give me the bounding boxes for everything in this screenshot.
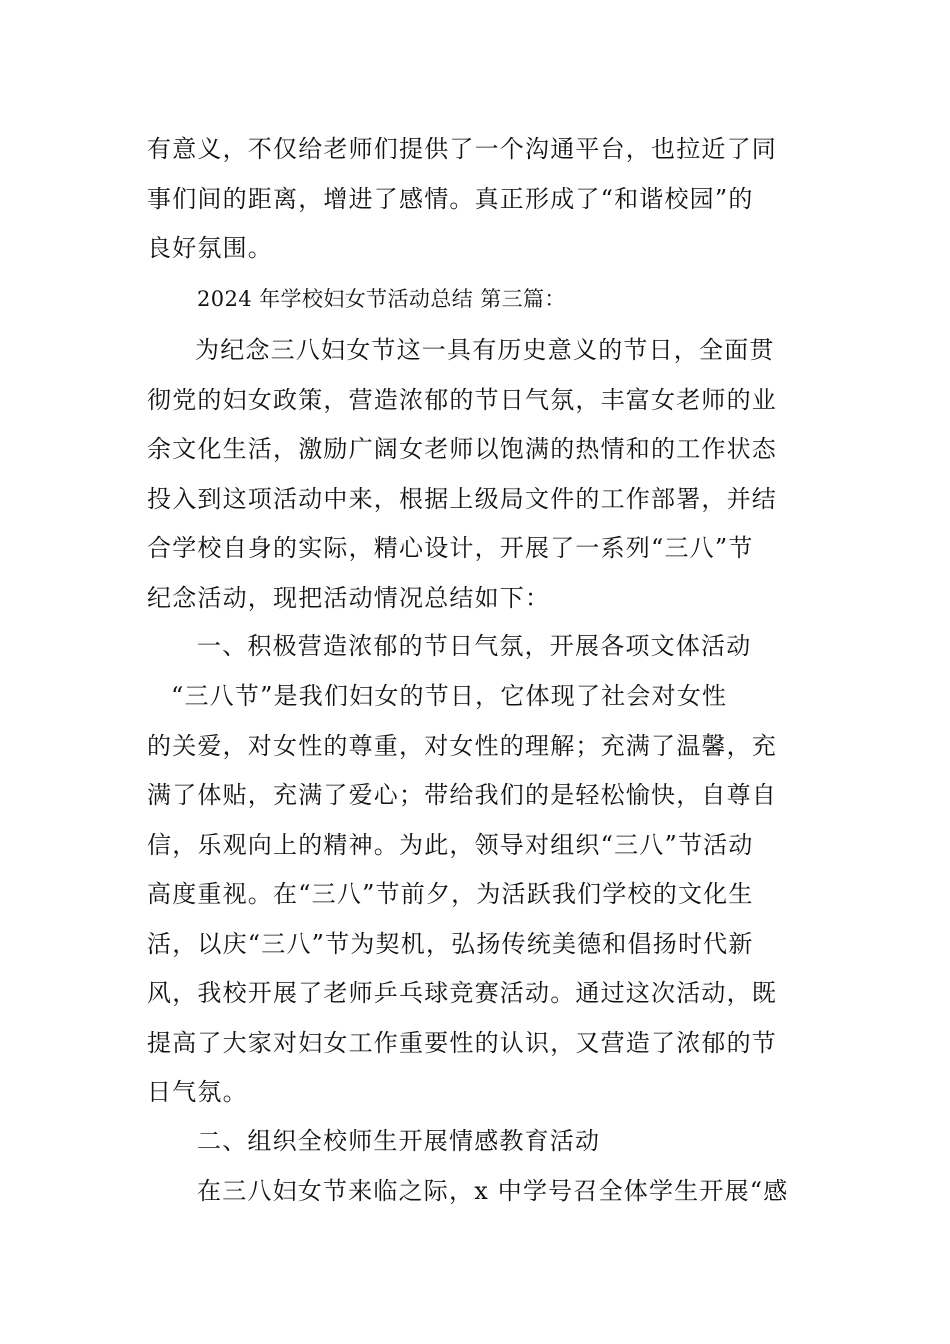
paragraph-line: “三八节”是我们妇女的节日，它体现了社会对女性 <box>171 682 728 710</box>
paragraph-3 <box>147 672 817 1118</box>
paragraph-line: 信，乐观向上的精神。为此，领导对组织“三八”节活动 <box>147 830 754 859</box>
paragraph-4 <box>197 1167 837 1217</box>
heading-1 <box>197 622 867 672</box>
paragraph-2 <box>147 326 817 623</box>
paragraph-line: 高度重视。在“三八”节前夕，为活跃我们学校的文化生 <box>147 880 754 908</box>
paragraph-line: 彻党的妇女政策，营造浓郁的节日气氛，丰富女老师的业 <box>147 385 777 414</box>
paragraph-line: 良好氛围。 <box>147 234 273 262</box>
paragraph-line: 纪念活动，现把活动情况总结如下： <box>147 583 551 612</box>
paragraph-line: 合学校自身的实际，精心设计，开展了一系列“三八”节 <box>147 534 754 562</box>
paragraph-line: 日气氛。 <box>147 1078 248 1106</box>
heading-text: 一、积极营造浓郁的节日气氛，开展各项文体活动 <box>197 632 752 660</box>
paragraph-line: 的关爱，对女性的尊重，对女性的理解；充满了温馨，充 <box>147 731 777 760</box>
paragraph-line: 事们间的距离，增进了感情。真正形成了“和谐校园”的 <box>147 184 754 213</box>
paragraph-line: 活，以庆“三八”节为契机，弘扬传统美德和倡扬时代新 <box>147 929 754 958</box>
paragraph-line: 余文化生活，激励广阔女老师以饱满的热情和的工作状态 <box>147 435 777 463</box>
paragraph-line: 满了体贴，充满了爱心；带给我们的是轻松愉快，自尊自 <box>147 781 777 809</box>
paragraph-line: 在三八妇女节来临之际，x 中学号召全体学生开展“感 <box>197 1177 789 1205</box>
paragraph-line: 有意义，不仅给老师们提供了一个沟通平台，也拉近了同 <box>147 135 777 163</box>
section-title <box>197 275 867 325</box>
paragraph-line: 为纪念三八妇女节这一具有历史意义的节日，全面贯 <box>195 336 775 364</box>
paragraph-line: 风，我校开展了老师乒乓球竞赛活动。通过这次活动，既 <box>147 979 777 1007</box>
paragraph-line: 提高了大家对妇女工作重要性的认识，又营造了浓郁的节 <box>147 1028 777 1057</box>
heading-text: 二、组织全校师生开展情感教育活动 <box>197 1127 601 1155</box>
heading-2 <box>197 1117 867 1167</box>
section-title-text: 2024 年学校妇女节活动总结 第三篇： <box>197 287 566 311</box>
paragraph-1 <box>147 125 817 274</box>
paragraph-line: 投入到这项活动中来，根据上级局文件的工作部署，并结 <box>147 484 777 513</box>
